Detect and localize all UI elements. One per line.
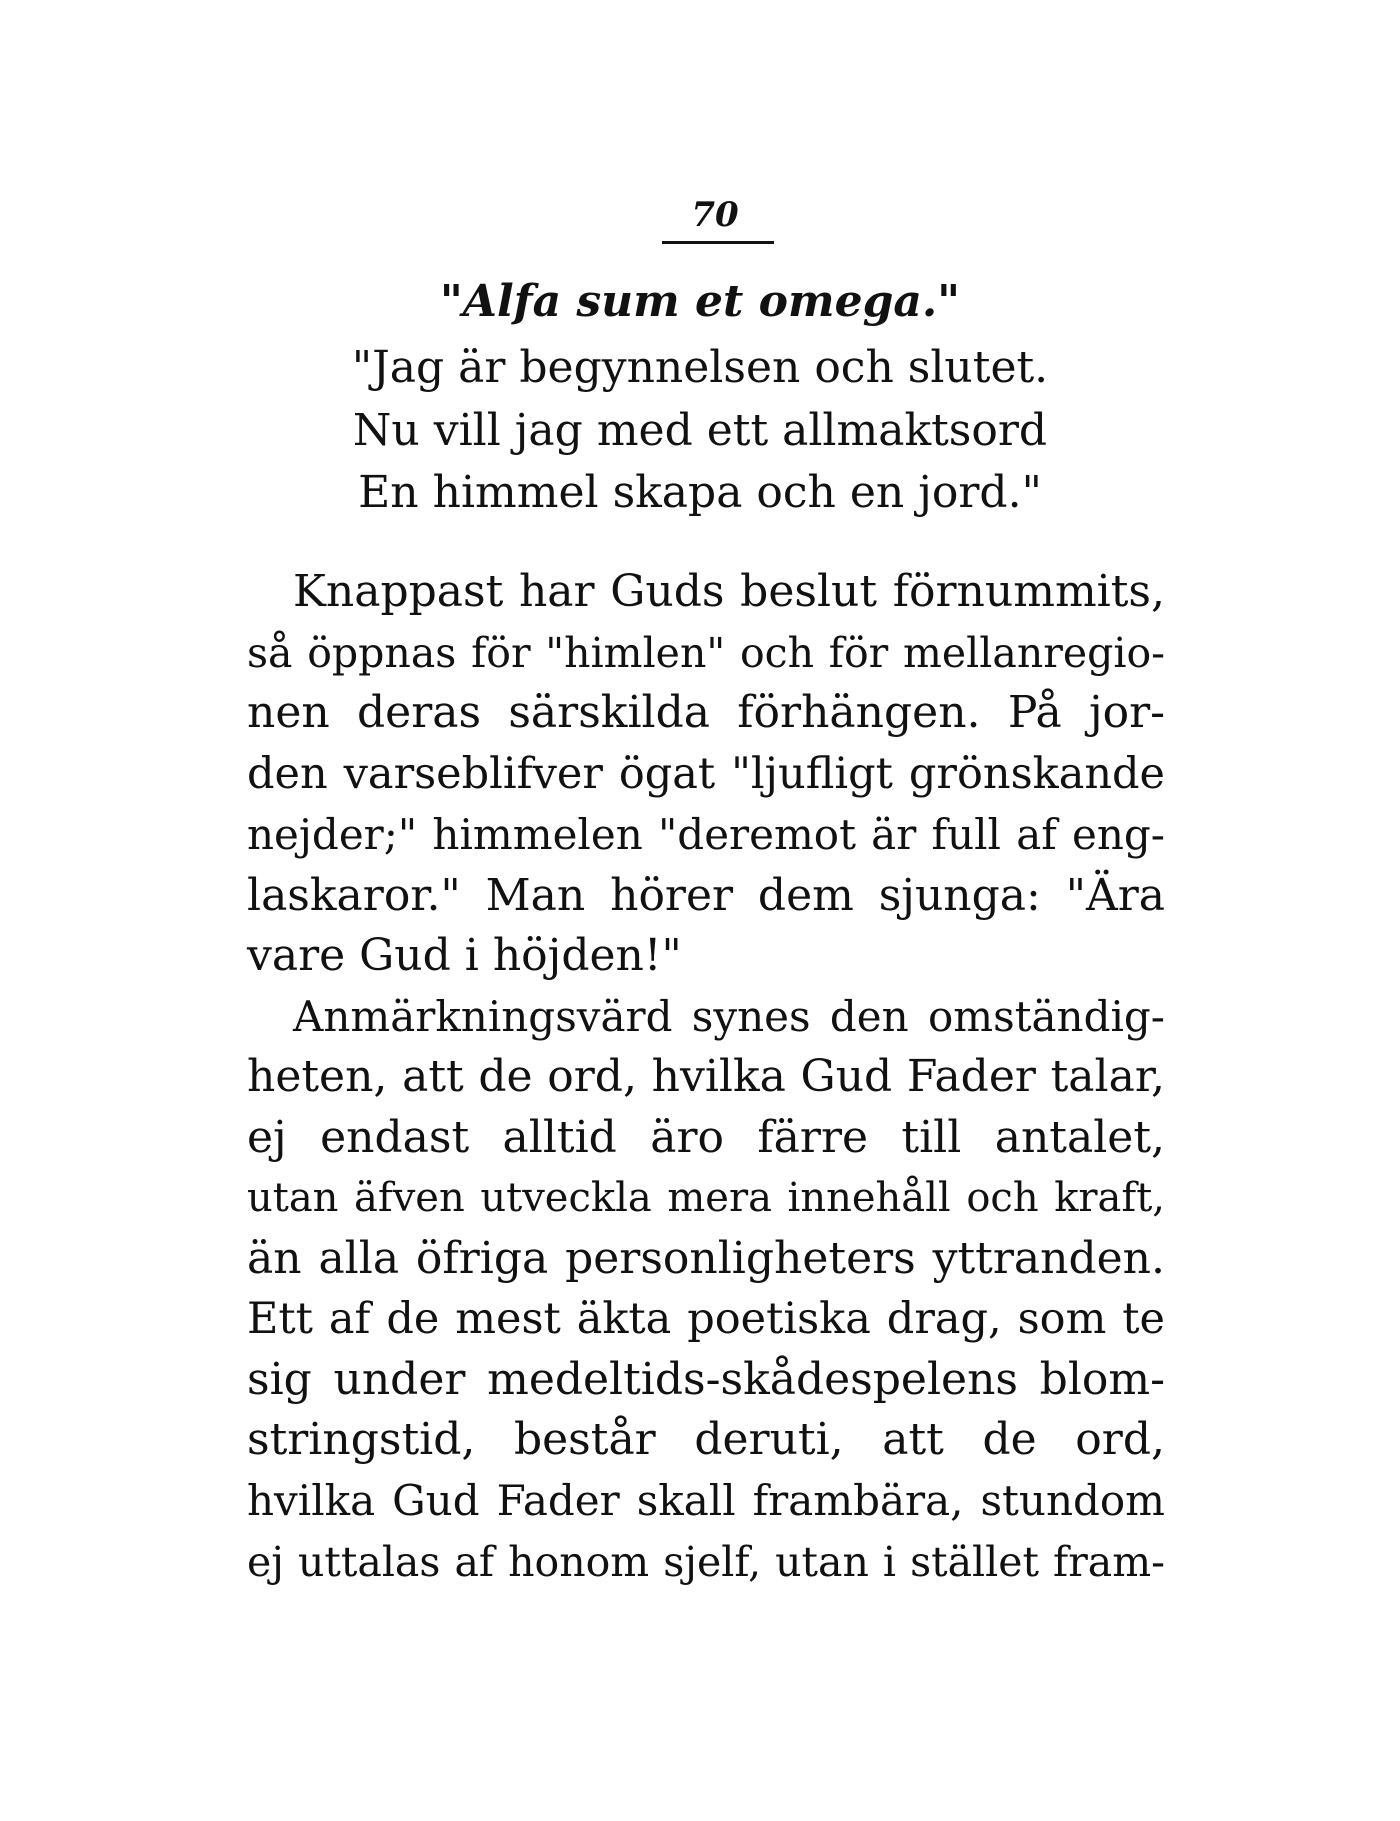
verse-line: Nu vill jag med ett allmaktsord xyxy=(352,405,1048,456)
page-number-rule xyxy=(662,241,774,244)
paragraph-line: sig under medeltids-skådespelens blom- xyxy=(247,1354,1165,1405)
paragraph-line: den varseblifver ögat "ljufligt grönskande xyxy=(247,749,1165,799)
paragraph-line: laskaror." Man hörer dem sjunga: "Ära xyxy=(247,870,1165,921)
verse-line: "Jag är begynnelsen och slutet. xyxy=(351,342,1049,393)
paragraph-line: ej endast alltid äro färre till antalet, xyxy=(247,1112,1165,1163)
paragraph-line: än alla öfriga personligheters yttranden. xyxy=(247,1233,1165,1284)
paragraph-line: så öppnas för "himlen" och för mellanregio- xyxy=(247,629,1165,677)
paragraph-line: Knappast har Guds beslut förnummits, xyxy=(293,566,1165,617)
paragraph-line: utan äfven utveckla mera innehåll och kraft, xyxy=(247,1175,1165,1221)
paragraph-line: nejder;" himmelen "deremot är full af eng- xyxy=(247,810,1165,859)
verse-line: En himmel skapa och en jord." xyxy=(358,467,1042,518)
paragraph-line: hvilka Gud Fader skall frambära, stundom xyxy=(247,1476,1165,1525)
paragraph-line: ej uttalas af honom sjelf, utan i stället fram- xyxy=(247,1538,1165,1586)
paragraph-line: nen deras särskilda förhängen. På jor- xyxy=(247,687,1165,738)
paragraph-line: vare Gud i höjden!" xyxy=(247,930,682,981)
paragraph-line: Anmärkningsvärd synes den omständig- xyxy=(293,992,1165,1041)
paragraph-line: heten, att de ord, hvilka Gud Fader talar, xyxy=(247,1051,1165,1102)
paragraph-line: Ett af de mest äkta poetiska drag, som te xyxy=(247,1294,1165,1344)
page-number: 70 xyxy=(691,195,739,235)
paragraph-line: stringstid, består deruti, att de ord, xyxy=(247,1414,1165,1465)
verse-title: "Alfa sum et omega." xyxy=(439,276,961,327)
